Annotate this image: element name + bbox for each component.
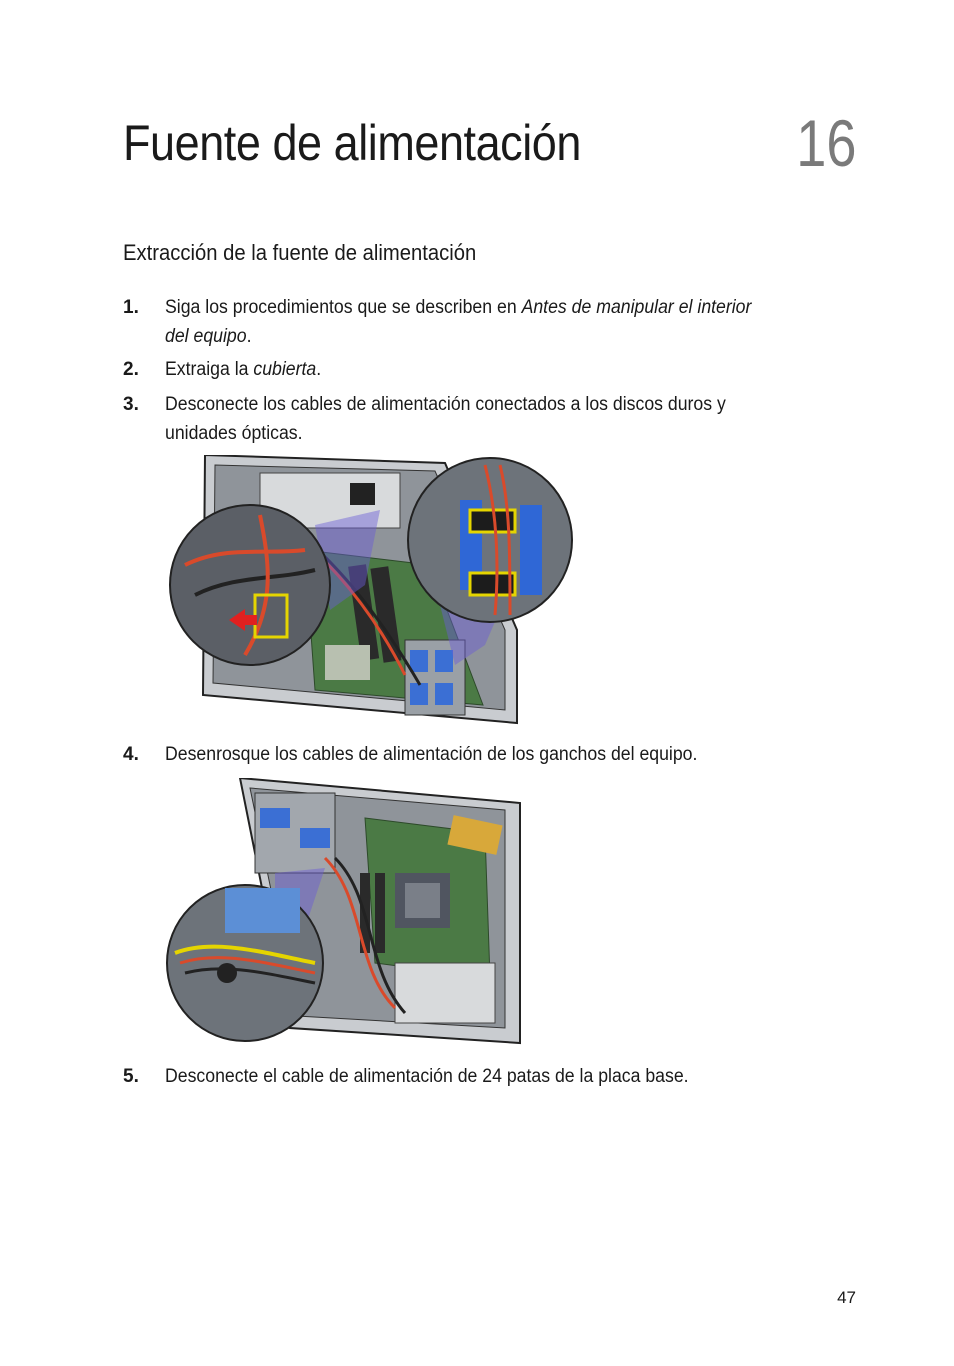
figure-disconnect-drive-cables [165, 455, 575, 727]
step-number: 1. [123, 297, 139, 318]
page-number: 47 [837, 1288, 856, 1307]
chapter-title: Fuente de alimentación [123, 115, 581, 171]
figure-unroute-power-cables [165, 778, 525, 1048]
link-before-working[interactable]: Antes de manipular el interior [521, 297, 752, 318]
step-text: Siga los procedimientos que se describen en [165, 297, 522, 318]
link-cover[interactable]: cubierta [253, 359, 317, 380]
step-text: Desenrosque los cables de alimentación de los ganchos del equipo. [165, 744, 698, 765]
link-before-working-cont[interactable]: del equipo [165, 326, 247, 347]
step-number: 5. [123, 1066, 139, 1087]
step-text: Desconecte el cable de alimentación de 24 patas de la placa base. [165, 1066, 689, 1087]
step-4 [123, 740, 863, 769]
step-text: Desconecte los cables de alimentación conectados a los discos duros y [165, 394, 726, 415]
chapter-number: 16 [795, 106, 856, 180]
step-2: 2. Extraiga la cubierta. [123, 355, 863, 384]
step-text-cont: unidades ópticas. [165, 423, 303, 444]
step-1: 1. Siga los procedimientos que se describen en Antes de manipular el interior del equipo. [123, 293, 863, 351]
step-text: Extraiga la [165, 359, 254, 380]
step-5 [123, 1062, 863, 1091]
step-3 [123, 390, 863, 448]
step-number: 4. [123, 744, 139, 765]
section-title: Extracción de la fuente de alimentación [123, 240, 477, 265]
step-number: 3. [123, 394, 139, 415]
step-number: 2. [123, 359, 139, 380]
